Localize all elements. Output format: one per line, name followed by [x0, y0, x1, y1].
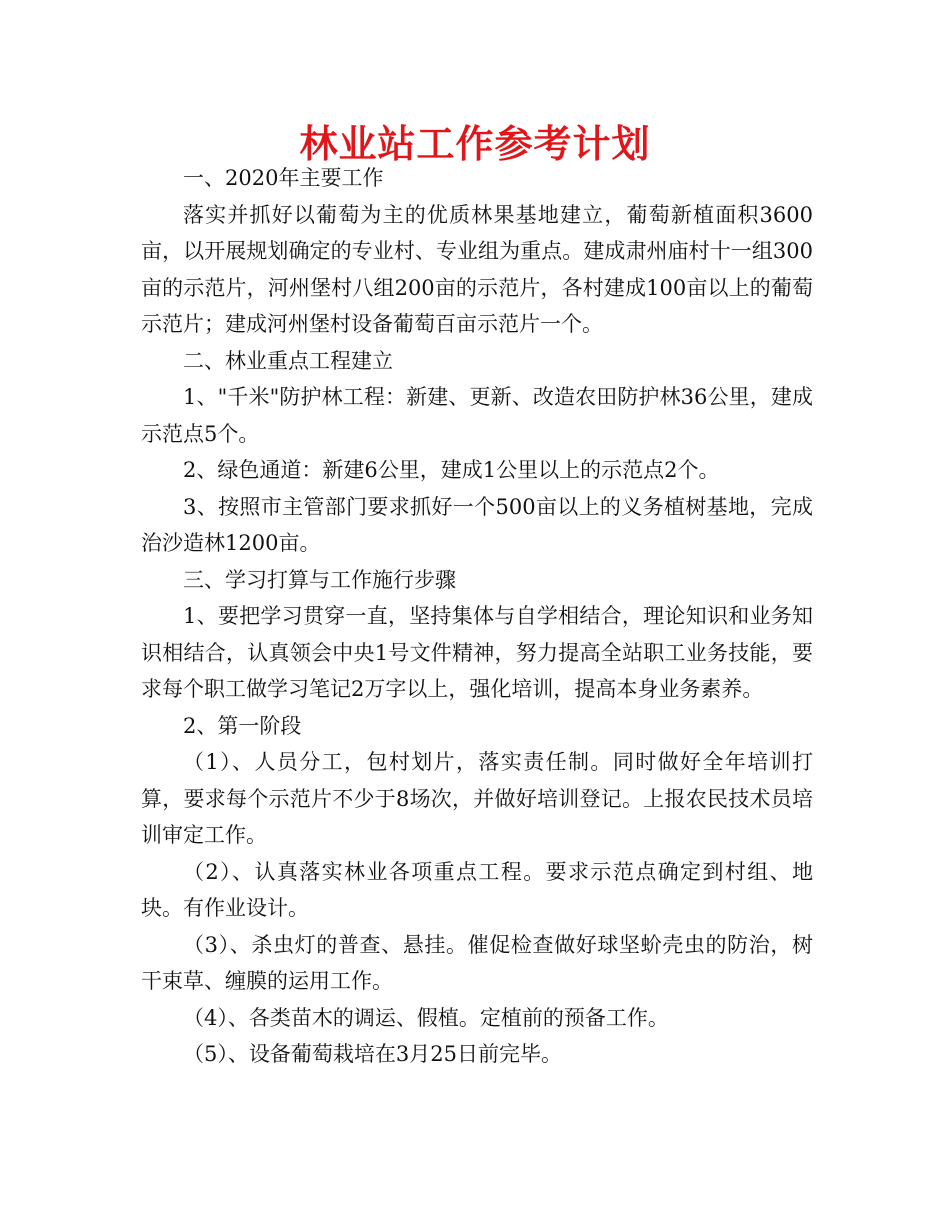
subsection-heading: 2、第一阶段	[183, 713, 302, 738]
list-item: （5）、设备葡萄栽培在3月25日前完毕。	[183, 1042, 562, 1066]
paragraph: 1、要把学习贯穿一直，坚持集体与自学相结合，理论知识和业务知识相结合，认真领会中央1号文件精神，努力提高全站职工业务技能，要求每个职工做学习笔记2万字以上，强化培训，提高本身业务素养。	[141, 604, 813, 701]
section-heading-3: 三、学习打算与工作施行步骤	[183, 567, 456, 592]
paragraph: 落实并抓好以葡萄为主的优质林果基地建立，葡萄新植面积3600亩，以开展规划确定的专业村、专业组为重点。建成肃州庙村十一组300亩的示范片，河州堡村八组200亩的示范片，各村建成100亩以上的葡萄示范片；建成河州堡村设备葡萄百亩示范片一个。	[141, 202, 813, 336]
paragraph: 1、"千米"防护林工程：新建、更新、改造农田防护林36公里，建成示范点5个。	[141, 385, 813, 446]
document-body	[141, 160, 813, 1073]
paragraph: 3、按照市主管部门要求抓好一个500亩以上的义务植树基地，完成治沙造林1200亩。	[141, 494, 813, 555]
list-item: （1）、人员分工，包村划片，落实责任制。同时做好全年培训打算，要求每个示范片不少于8场次，并做好培训登记。上报农民技术员培训审定工作。	[141, 750, 813, 847]
document-title: 林业站工作参考计划	[299, 121, 651, 166]
section-heading-2: 二、林业重点工程建立	[183, 348, 393, 373]
list-item: （3）、杀虫灯的普查、悬挂。催促检查做好球坚蚧壳虫的防治，树干束草、缠膜的运用工作。	[141, 932, 813, 993]
section-heading-1: 一、2020年主要工作	[183, 166, 384, 190]
paragraph: 2、绿色通道：新建6公里，建成1公里以上的示范点2个。	[183, 458, 720, 482]
list-item: （4）、各类苗木的调运、假植。定植前的预备工作。	[183, 1005, 669, 1030]
list-item: （2）、认真落实林业各项重点工程。要求示范点确定到村组、地块。有作业设计。	[141, 859, 813, 920]
